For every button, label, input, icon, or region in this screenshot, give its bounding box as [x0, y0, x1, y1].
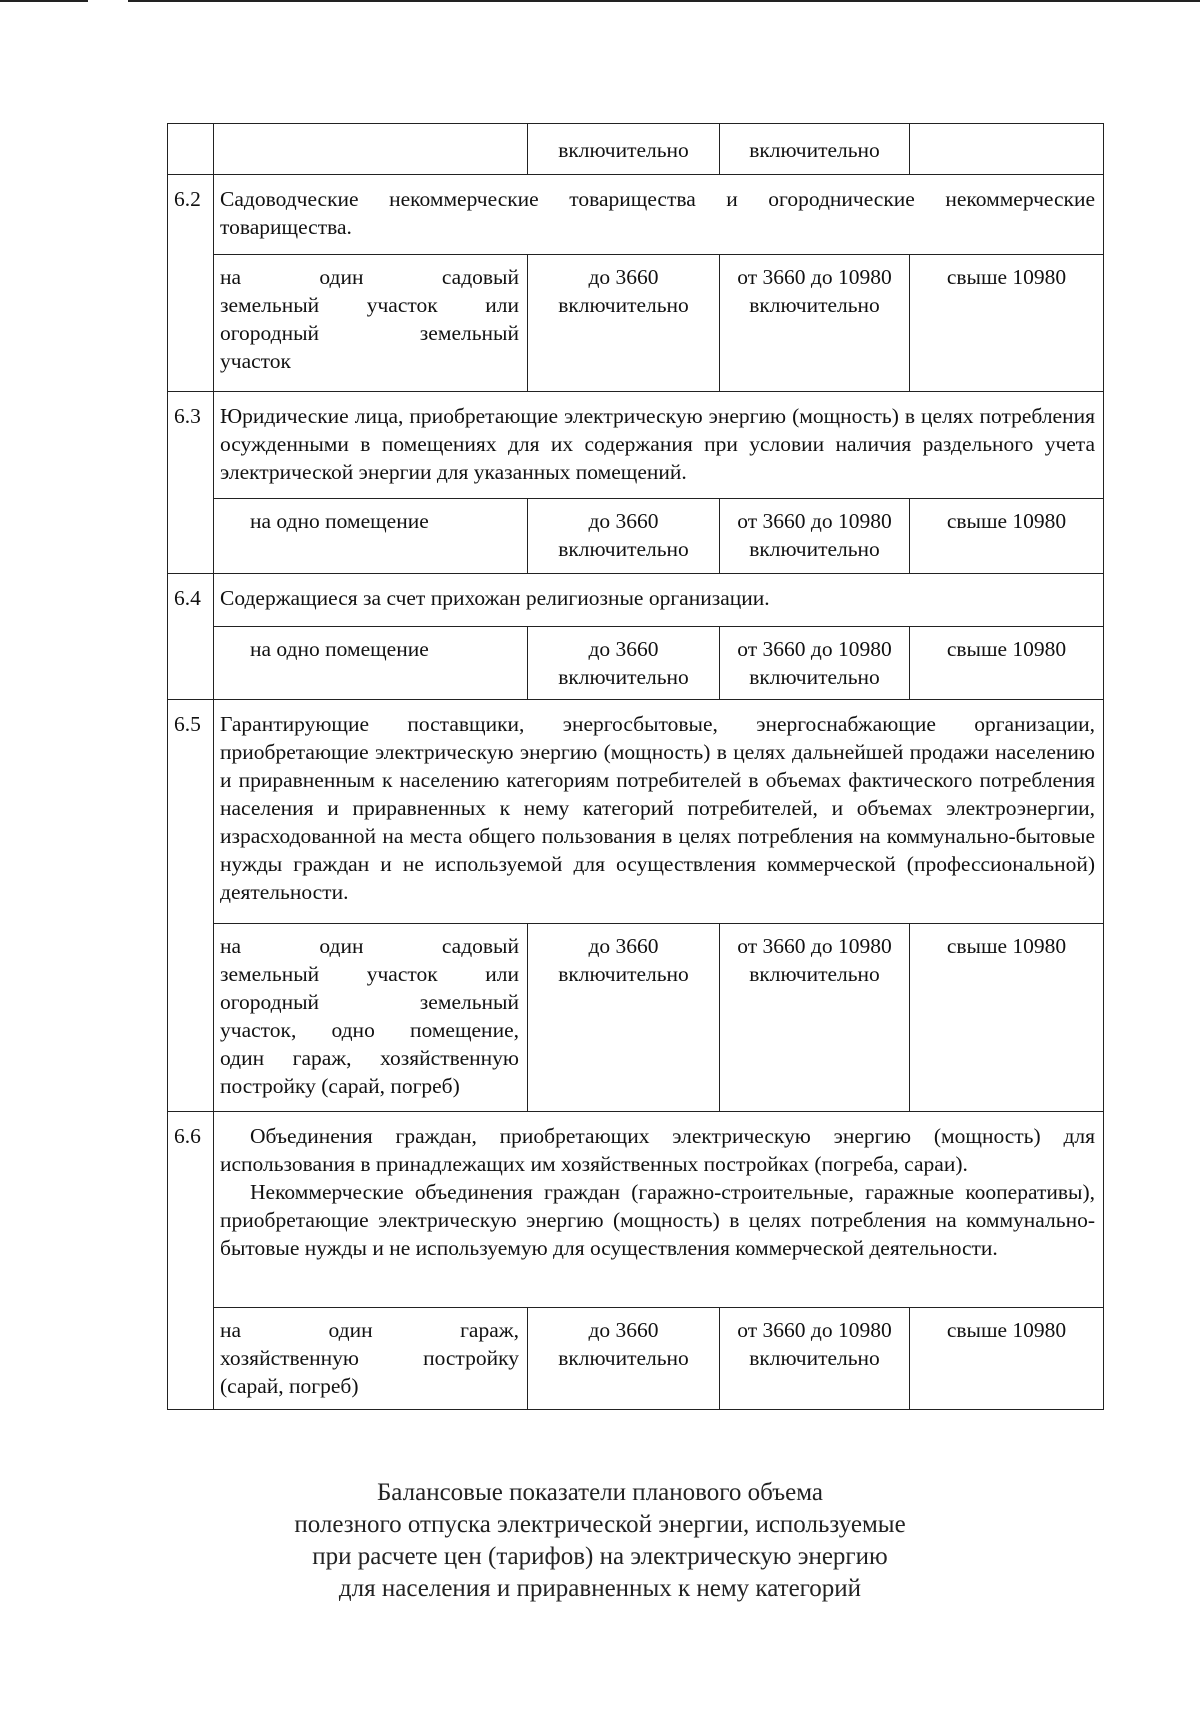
description-paragraph: Некоммерческие объединения граждан (гаражно-строительные, гаражные кооперативы), приобретающие электрическую энергию (мощность) в целях потребления на коммунально-бытовые нужды и не используемую для осуществления коммерческой деятельности.	[220, 1180, 1095, 1260]
table-row-values	[168, 1308, 1104, 1410]
unit-cell	[214, 924, 528, 1112]
table-row-values	[168, 924, 1104, 1112]
unit-line: участок, одно помещение,	[220, 1018, 519, 1042]
category-description: Юридические лица, приобретающие электрическую энергию (мощность) в целях потребления осужденными в помещениях для их содержания при условии наличия раздельного учета электрической энергии для указанных помещений.	[214, 392, 1104, 499]
low-range-cell	[528, 1308, 720, 1410]
unit-line: на один садовый	[220, 265, 519, 289]
num-cell-empty	[168, 124, 214, 175]
unit-line: (сарай, погреб)	[220, 1374, 359, 1398]
table-row-values	[168, 255, 1104, 392]
row-number: 6.4	[168, 574, 214, 700]
category-description: Садоводческие некоммерческие товарищества и огороднические некоммерческие товарищества.	[214, 175, 1104, 255]
category-description: Содержащиеся за счет прихожан религиозные организации.	[214, 574, 1104, 627]
mid-range-cell	[720, 627, 910, 700]
range-inclusive: включительно	[558, 962, 689, 986]
table-row-category	[168, 1112, 1104, 1308]
unit-cell	[214, 627, 528, 700]
unit-line: на одно помещение	[250, 509, 429, 533]
table-row-category	[168, 700, 1104, 924]
low-range-cell	[528, 499, 720, 574]
unit-line: огородный земельный	[220, 321, 519, 345]
unit-line: на один гараж,	[220, 1318, 519, 1342]
range-inclusive: включительно	[749, 1346, 880, 1370]
range-inclusive: включительно	[749, 665, 880, 689]
table-row-category	[168, 574, 1104, 627]
row-number: 6.2	[168, 175, 214, 392]
high-range-cell-empty	[910, 124, 1104, 175]
row-number: 6.5	[168, 700, 214, 1112]
range-inclusive: включительно	[558, 537, 689, 561]
unit-cell-empty	[214, 124, 528, 175]
mid-range-cell	[720, 924, 910, 1112]
table-row-values	[168, 627, 1104, 700]
high-range-cell: свыше 10980	[910, 499, 1104, 574]
unit-line: огородный земельный	[220, 990, 519, 1014]
high-range-cell: свыше 10980	[910, 255, 1104, 392]
tariff-volume-table	[167, 123, 1104, 1410]
range-value: от 3660 до 10980	[737, 637, 892, 661]
range-inclusive: включительно	[558, 665, 689, 689]
range-inclusive: включительно	[558, 293, 689, 317]
page-top-rule	[0, 0, 1200, 2]
description-paragraph: Объединения граждан, приобретающих электрическую энергию (мощность) для использования в принадлежащих им хозяйственных постройках (погреба, сараи).	[220, 1124, 1095, 1176]
table-row-continued	[168, 124, 1104, 175]
row-number: 6.3	[168, 392, 214, 574]
unit-line: хозяйственную постройку	[220, 1346, 519, 1370]
range-value: от 3660 до 10980	[737, 934, 892, 958]
unit-line: один гараж, хозяйственную	[220, 1046, 519, 1070]
caption-line: Балансовые показатели планового объема	[376, 1479, 824, 1506]
unit-line: постройку (сарай, погреб)	[220, 1074, 460, 1098]
caption-line: при расчете цен (тарифов) на электрическую энергию	[312, 1543, 888, 1570]
category-description	[214, 1112, 1104, 1308]
range-inclusive: включительно	[749, 962, 880, 986]
range-inclusive: включительно	[749, 537, 880, 561]
caption-line: для населения и приравненных к нему категорий	[338, 1575, 862, 1602]
unit-line: земельный участок или	[220, 293, 519, 317]
range-value: от 3660 до 10980	[737, 265, 892, 289]
low-range-cell	[528, 255, 720, 392]
row-number: 6.6	[168, 1112, 214, 1410]
range-value: до 3660	[588, 509, 659, 533]
low-range-cell: включительно	[528, 124, 720, 175]
mid-range-cell	[720, 255, 910, 392]
range-value: от 3660 до 10980	[737, 509, 892, 533]
unit-line: земельный участок или	[220, 962, 519, 986]
range-value: до 3660	[588, 637, 659, 661]
range-value: до 3660	[588, 265, 659, 289]
page-top-rule-gap	[88, 0, 128, 2]
mid-range-cell	[720, 1308, 910, 1410]
table-row-values	[168, 499, 1104, 574]
table-row-category	[168, 392, 1104, 499]
range-inclusive: включительно	[558, 1346, 689, 1370]
range-value: до 3660	[588, 1318, 659, 1342]
range-value: до 3660	[588, 934, 659, 958]
unit-cell	[214, 255, 528, 392]
unit-line: на один садовый	[220, 934, 519, 958]
mid-range-cell	[720, 499, 910, 574]
range-inclusive: включительно	[749, 293, 880, 317]
unit-line: на одно помещение	[250, 637, 429, 661]
high-range-cell: свыше 10980	[910, 1308, 1104, 1410]
low-range-cell	[528, 924, 720, 1112]
low-range-cell	[528, 627, 720, 700]
section-caption	[200, 1477, 1000, 1605]
high-range-cell: свыше 10980	[910, 627, 1104, 700]
table-row-category	[168, 175, 1104, 255]
unit-line: участок	[220, 349, 291, 373]
unit-cell	[214, 499, 528, 574]
caption-line: полезного отпуска электрической энергии, используемые	[294, 1511, 906, 1538]
category-description: Гарантирующие поставщики, энергосбытовые, энергоснабжающие организации, приобретающие электрическую энергию (мощность) в целях дальнейшей продажи населению и приравненным к населению категориям потребителей в объемах фактического потребления населения и приравненных к нему категорий потребителей, и объемах электроэнергии, израсходованной на места общего пользования в целях потребления на коммунально-бытовые нужды граждан и не используемой для осуществления коммерческой (профессиональной) деятельности.	[214, 700, 1104, 924]
mid-range-cell: включительно	[720, 124, 910, 175]
range-value: от 3660 до 10980	[737, 1318, 892, 1342]
high-range-cell: свыше 10980	[910, 924, 1104, 1112]
unit-cell	[214, 1308, 528, 1410]
